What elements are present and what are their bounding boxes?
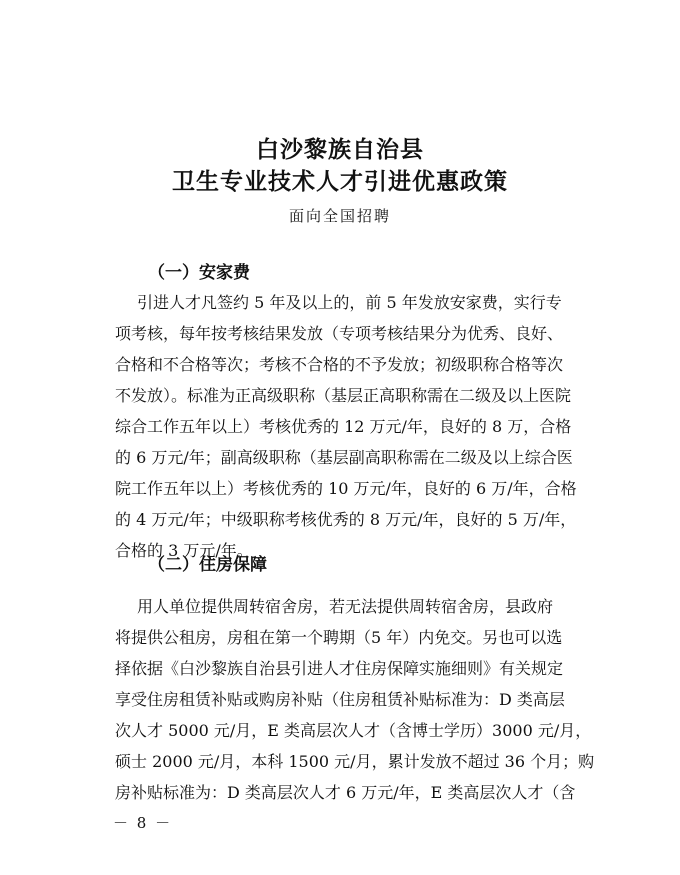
paragraph-line: 将提供公租房，房租在第一个聘期（5 年）内免交。另也可以选 <box>115 628 563 647</box>
document-title-line-2: 卫生专业技术人才引进优惠政策 <box>172 168 508 195</box>
paragraph-line: 合格和不合格等次；考核不合格的不予发放；初级职称合格等次 <box>115 355 564 374</box>
page-number: － 8 － <box>113 814 173 832</box>
paragraph-line: 项考核，每年按考核结果发放（专项考核结果分为优秀、良好、 <box>115 324 564 343</box>
paragraph-line: 房补贴标准为：D 类高层次人才 6 万元/年，E 类高层次人才（含 <box>115 783 576 802</box>
document-title-line-1: 白沙黎族自治县 <box>256 136 424 163</box>
paragraph-line: 的 4 万元/年；中级职称考核优秀的 8 万元/年，良好的 5 万/年， <box>115 510 577 529</box>
paragraph-line: 院工作五年以上）考核优秀的 10 万元/年，良好的 6 万/年，合格 <box>115 479 577 498</box>
document-subtitle: 面向全国招聘 <box>288 207 391 225</box>
paragraph-line: 引进人才凡签约 5 年及以上的，前 5 年发放安家费，实行专 <box>137 293 562 312</box>
paragraph-line: 不发放）。标准为正高级职称（基层正高职称需在二级及以上医院 <box>115 386 572 405</box>
paragraph-line: 享受住房租赁补贴或购房补贴（住房租赁补贴标准为：D 类高层 <box>115 690 565 709</box>
section-heading-housing-support: （二）住房保障 <box>148 555 267 575</box>
paragraph-line: 的 6 万元/年；副高级职称（基层副高职称需在二级及以上综合医 <box>115 448 573 467</box>
paragraph-line: 择依据《白沙黎族自治县引进人才住房保障实施细则》有关规定 <box>115 659 564 678</box>
paragraph-line: 用人单位提供周转宿舍房，若无法提供周转宿舍房，县政府 <box>137 597 554 616</box>
title-block <box>0 134 680 226</box>
paragraph-line: 次人才 5000 元/月，E 类高层次人才（含博士学历）3000 元/月， <box>115 721 592 740</box>
paragraph-line: 合格的 3 万元/年。 <box>115 541 253 560</box>
paragraph-line: 硕士 2000 元/月，本科 1500 元/月，累计发放不超过 36 个月；购 <box>115 752 595 771</box>
section-heading-settlement-allowance: （一）安家费 <box>148 263 250 283</box>
paragraph-line: 综合工作五年以上）考核优秀的 12 万元/年，良好的 8 万，合格 <box>115 417 572 436</box>
